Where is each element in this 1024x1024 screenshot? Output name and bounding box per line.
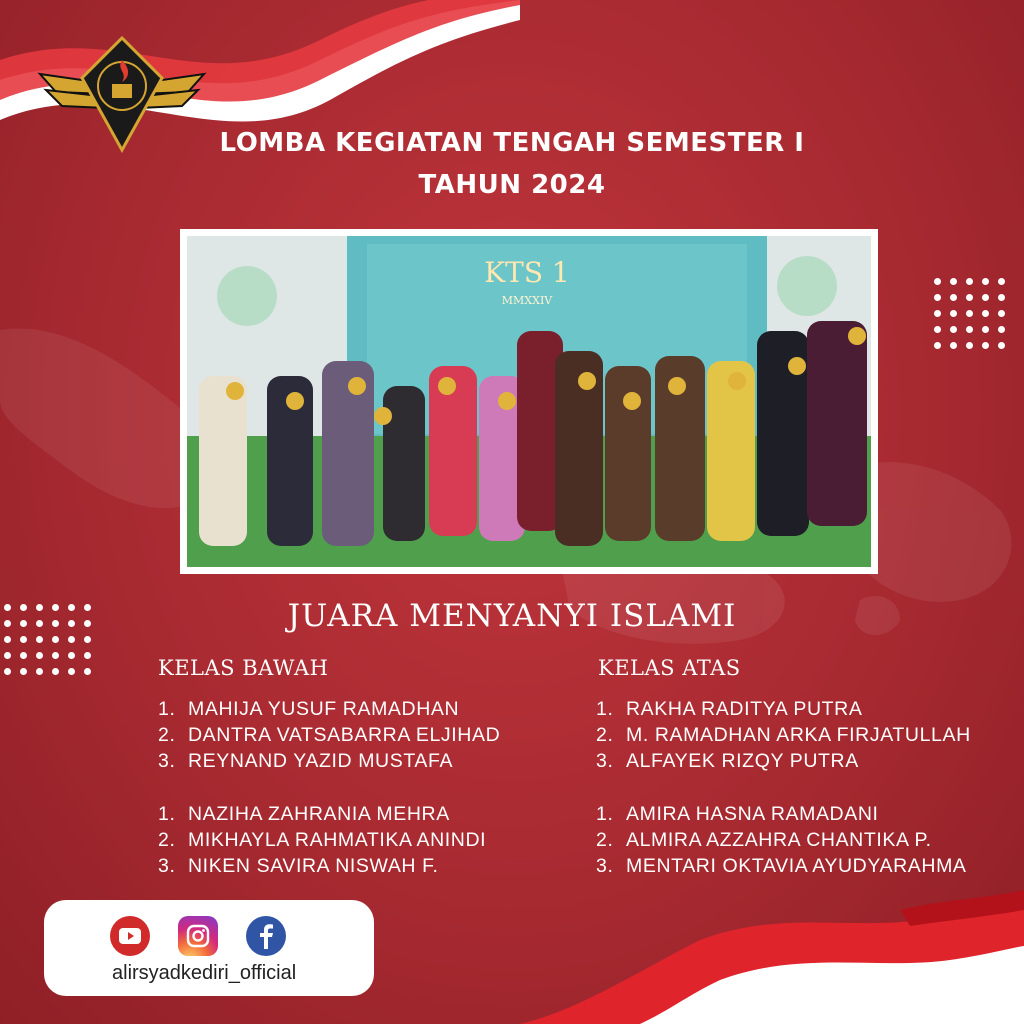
column-title-kelas-atas: KELAS ATAS: [598, 656, 741, 680]
facebook-icon[interactable]: [246, 916, 286, 956]
list-item: [596, 827, 967, 853]
list-item: [596, 696, 971, 722]
rank-number: 2.: [596, 829, 614, 851]
rank-number: 3.: [596, 750, 614, 772]
column-title-kelas-bawah: KELAS BAWAH: [158, 656, 329, 680]
rank-number: 3.: [158, 855, 176, 877]
winner-name: NAZIHA ZAHRANIA MEHRA: [188, 803, 450, 825]
page-title-line1: LOMBA KEGIATAN TENGAH SEMESTER I: [219, 128, 805, 158]
winner-name: MAHIJA YUSUF RAMADHAN: [188, 698, 460, 720]
kelas-atas-group-2: [596, 801, 967, 879]
winners-heading: JUARA MENYANYI ISLAMI: [287, 598, 737, 634]
list-item: [596, 853, 967, 879]
winner-name: MENTARI OKTAVIA AYUDYARAHMA: [626, 855, 967, 877]
rank-number: 2.: [158, 724, 176, 746]
list-item: [158, 827, 486, 853]
list-item: [158, 722, 500, 748]
winner-name: DANTRA VATSABARRA ELJIHAD: [188, 724, 501, 746]
winner-name: ALFAYEK RIZQY PUTRA: [626, 750, 859, 772]
list-item: [158, 801, 486, 827]
rank-number: 1.: [158, 698, 176, 720]
list-item: [158, 748, 500, 774]
winner-name: REYNAND YAZID MUSTAFA: [188, 750, 454, 772]
winner-name: RAKHA RADITYA PUTRA: [626, 698, 863, 720]
winner-name: M. RAMADHAN ARKA FIRJATULLAH: [626, 724, 971, 746]
winner-name: MIKHAYLA RAHMATIKA ANINDI: [188, 829, 487, 851]
social-media-box: [44, 900, 374, 996]
kelas-atas-group-1: [596, 696, 971, 774]
list-item: [158, 696, 500, 722]
rank-number: 3.: [596, 855, 614, 877]
rank-number: 2.: [596, 724, 614, 746]
list-item: [158, 853, 486, 879]
rank-number: 1.: [596, 698, 614, 720]
instagram-icon[interactable]: [178, 916, 218, 956]
list-item: [596, 748, 971, 774]
winner-name: AMIRA HASNA RAMADANI: [626, 803, 879, 825]
rank-number: 2.: [158, 829, 176, 851]
rank-number: 3.: [158, 750, 176, 772]
kelas-bawah-group-2: [158, 801, 486, 879]
banner-subtitle: MMXXIV: [501, 294, 553, 307]
winner-name: NIKEN SAVIRA NISWAH F.: [188, 855, 439, 877]
social-handle[interactable]: alirsyadkediri_official: [112, 962, 297, 984]
event-photo: [187, 236, 871, 567]
kelas-bawah-group-1: [158, 696, 500, 774]
list-item: [596, 801, 967, 827]
page-title-line2: TAHUN 2024: [418, 170, 606, 200]
rank-number: 1.: [596, 803, 614, 825]
winner-name: ALMIRA AZZAHRA CHANTIKA P.: [626, 829, 932, 851]
youtube-icon[interactable]: [110, 916, 150, 956]
flag-ribbon-bottom: [520, 890, 1024, 1024]
event-photo-frame: [180, 229, 878, 574]
banner-title: KTS 1: [484, 256, 570, 289]
decorative-dots-right: [934, 278, 1005, 349]
list-item: [596, 722, 971, 748]
rank-number: 1.: [158, 803, 176, 825]
